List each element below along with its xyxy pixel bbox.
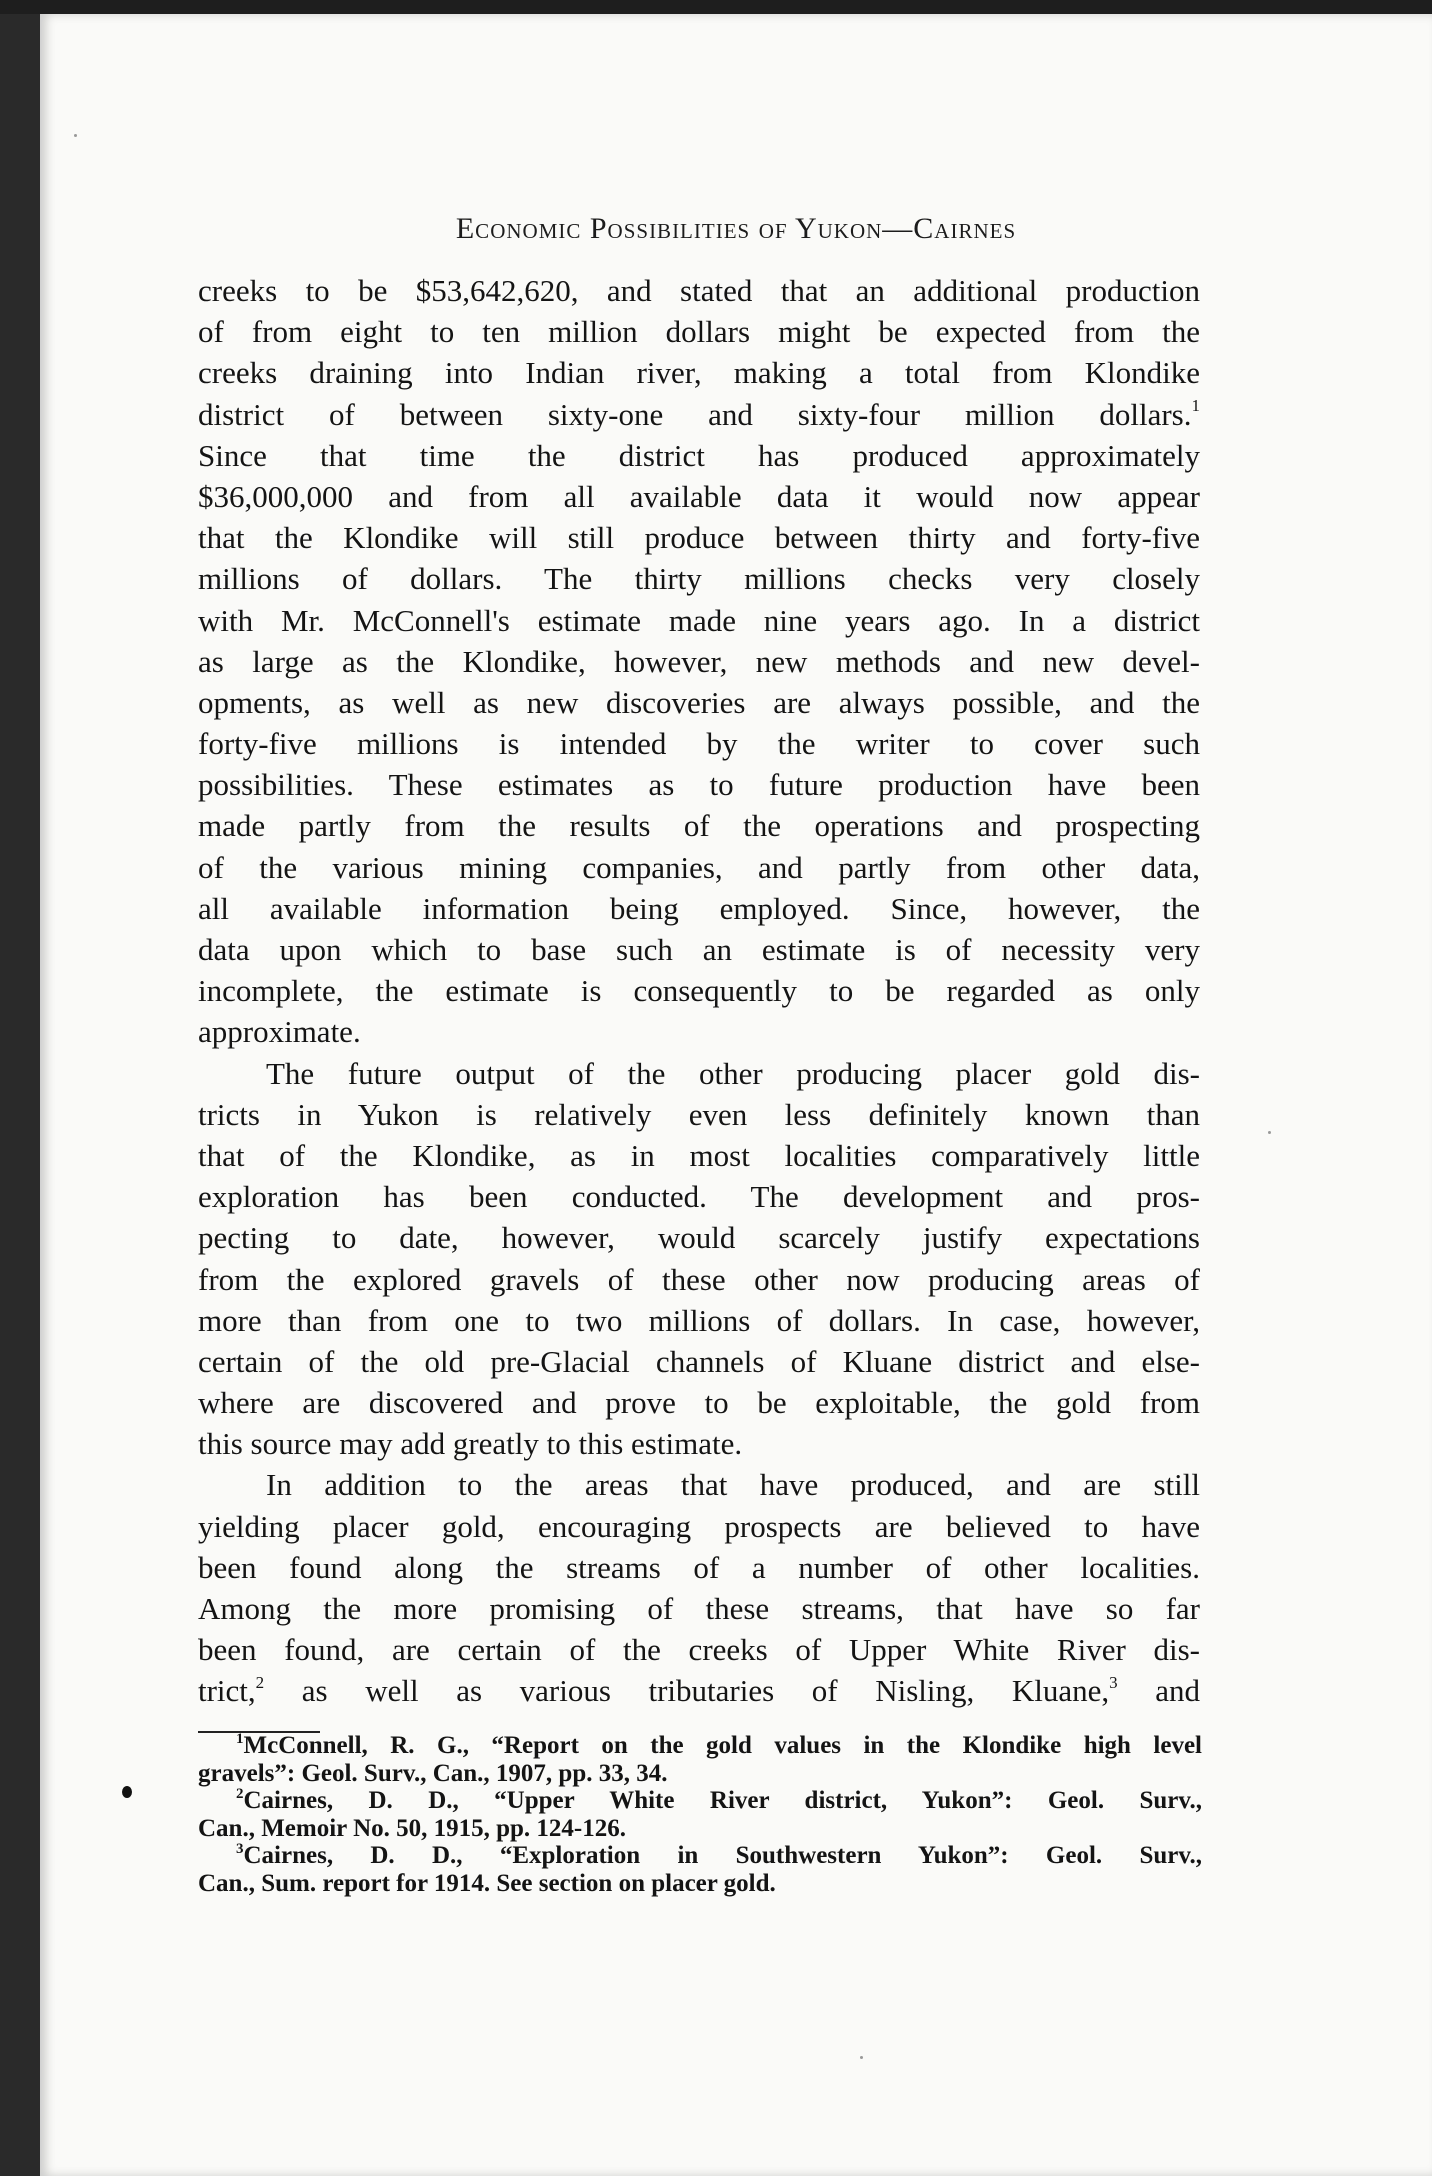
text-run: trict,: [198, 1673, 256, 1709]
text-run: certain of the old pre-Glacial channels of Kluane district and else-: [198, 1343, 1200, 1379]
footnote-line: [198, 1842, 1202, 1870]
footnote-text: Can., Memoir No. 50, 1915, pp. 124-126.: [198, 1814, 627, 1842]
text-run: with Mr. McConnell's estimate made nine years ago. In a district: [198, 602, 1200, 638]
text-line: [198, 517, 1200, 558]
text-run: all available information being employed. Since, however, the: [198, 890, 1200, 926]
text-run: In addition to the areas that have produced, and are still: [266, 1467, 1200, 1503]
text-run: incomplete, the estimate is consequently to be regarded as only: [198, 973, 1200, 1009]
text-run: $36,000,000 and from all available data it would now appear: [198, 478, 1200, 514]
text-run: millions of dollars. The thirty millions checks very closely: [198, 561, 1200, 597]
footnote-marker: 2: [255, 1673, 265, 1693]
text-line: [198, 888, 1200, 929]
footnote-line: [198, 1760, 1202, 1788]
dust-speck: [1268, 1131, 1271, 1134]
text-run: and: [1117, 1673, 1200, 1709]
text-run: from the explored gravels of these other now producing areas of: [198, 1261, 1200, 1297]
text-line: [198, 1094, 1200, 1135]
text-line: [198, 311, 1200, 352]
text-line: [198, 1506, 1200, 1547]
text-run: that of the Klondike, as in most localities comparatively little: [198, 1137, 1200, 1173]
text-run: district of between sixty-one and sixty-four million dollars.: [198, 396, 1192, 432]
scan-frame-top: [0, 0, 1432, 14]
text-run: forty-five millions is intended by the writer to cover such: [198, 726, 1200, 762]
text-run: opments, as well as new discoveries are always possible, and the: [198, 684, 1200, 720]
footnote-number: 3: [236, 1840, 244, 1857]
text-run: been found along the streams of a number of other localities.: [198, 1549, 1200, 1585]
text-line: [198, 682, 1200, 723]
text-line: [198, 847, 1200, 888]
text-line: [198, 1217, 1200, 1258]
text-run: approximate.: [198, 1014, 361, 1050]
footnote-line: [198, 1732, 1202, 1760]
footnote-text: Can., Sum. report for 1914. See section on placer gold.: [198, 1869, 776, 1897]
text-run: yielding placer gold, encouraging prospects are believed to have: [198, 1508, 1200, 1544]
text-line: [198, 1300, 1200, 1341]
text-line: [198, 1670, 1200, 1711]
text-run: more than from one to two millions of dollars. In case, however,: [198, 1302, 1200, 1338]
dust-speck: [860, 2056, 863, 2059]
text-line: [198, 1053, 1200, 1094]
text-run: creeks draining into Indian river, making a total from Klondike: [198, 355, 1200, 391]
body-text: [198, 270, 1200, 1712]
text-run: Since that time the district has produced approximately: [198, 437, 1200, 473]
text-run: The future output of the other producing placer gold dis-: [266, 1055, 1200, 1091]
footnote-line: [198, 1815, 1202, 1843]
text-line: [198, 600, 1200, 641]
footnote-number: 2: [236, 1785, 244, 1802]
text-line: [198, 1176, 1200, 1217]
text-run: Among the more promising of these streams, that have so far: [198, 1591, 1200, 1626]
text-run: of the various mining companies, and partly from other data,: [198, 849, 1200, 885]
footnote-marker: 1: [1191, 396, 1200, 416]
margin-dot: [122, 1786, 132, 1798]
text-run: as large as the Klondike, however, new methods and new devel-: [198, 643, 1200, 679]
text-line: [198, 1547, 1200, 1588]
text-run: made partly from the results of the operations and prospecting: [198, 808, 1200, 844]
footnotes: [198, 1732, 1202, 1897]
text-line: [198, 764, 1200, 805]
text-line: [198, 805, 1200, 846]
text-line: [198, 1341, 1200, 1382]
footnote-text: Cairnes, D. D., “Upper White River district, Yukon”: Geol. Surv.,: [243, 1787, 1202, 1814]
text-line: [198, 723, 1200, 764]
text-line: [198, 476, 1200, 517]
dust-speck: [74, 134, 77, 137]
text-line: [198, 558, 1200, 599]
text-run: this source may add greatly to this estimate.: [198, 1426, 743, 1462]
text-run: data upon which to base such an estimate is of necessity very: [198, 932, 1200, 967]
footnote-text: gravels”: Geol. Surv., Can., 1907, pp. 33, 34.: [198, 1759, 668, 1787]
text-run: pecting to date, however, would scarcely justify expectations: [198, 1220, 1200, 1256]
footnote-line: [198, 1787, 1202, 1815]
text-run: been found, are certain of the creeks of Upper White River dis-: [198, 1632, 1200, 1668]
text-run: of from eight to ten million dollars might be expected from the: [198, 314, 1200, 350]
text-run: tricts in Yukon is relatively even less definitely known than: [198, 1096, 1200, 1132]
text-run: creeks to be $53,642,620, and stated that an additional production: [198, 273, 1200, 308]
text-line: [198, 435, 1200, 476]
running-head: Economic Possibilities of Yukon—Cairnes: [455, 212, 1017, 245]
text-line: [198, 929, 1200, 970]
text-line: [198, 970, 1200, 1011]
footnote-text: McConnell, R. G., “Report on the gold values in the Klondike high level: [243, 1732, 1202, 1759]
text-line: [198, 394, 1200, 435]
text-line: [198, 270, 1200, 311]
text-line: [198, 1588, 1200, 1629]
text-line: [198, 1011, 1200, 1052]
text-line: [198, 1464, 1200, 1505]
footnote-number: 1: [236, 1730, 244, 1747]
text-line: [198, 352, 1200, 393]
text-line: [198, 1382, 1200, 1423]
text-line: [198, 1423, 1200, 1464]
text-run: as well as various tributaries of Nisling, Kluane,: [264, 1673, 1110, 1709]
text-run: that the Klondike will still produce between thirty and forty-five: [198, 520, 1200, 556]
footnote-line: [198, 1870, 1202, 1898]
text-line: [198, 1259, 1200, 1300]
footnote-text: Cairnes, D. D., “Exploration in Southwestern Yukon”: Geol. Surv.,: [243, 1842, 1202, 1869]
text-line: [198, 1135, 1200, 1176]
text-line: [198, 641, 1200, 682]
text-line: [198, 1629, 1200, 1670]
text-run: exploration has been conducted. The development and pros-: [198, 1179, 1200, 1215]
text-run: possibilities. These estimates as to future production have been: [198, 767, 1200, 803]
text-run: where are discovered and prove to be exploitable, the gold from: [198, 1385, 1200, 1421]
footnote-marker: 3: [1109, 1673, 1118, 1693]
